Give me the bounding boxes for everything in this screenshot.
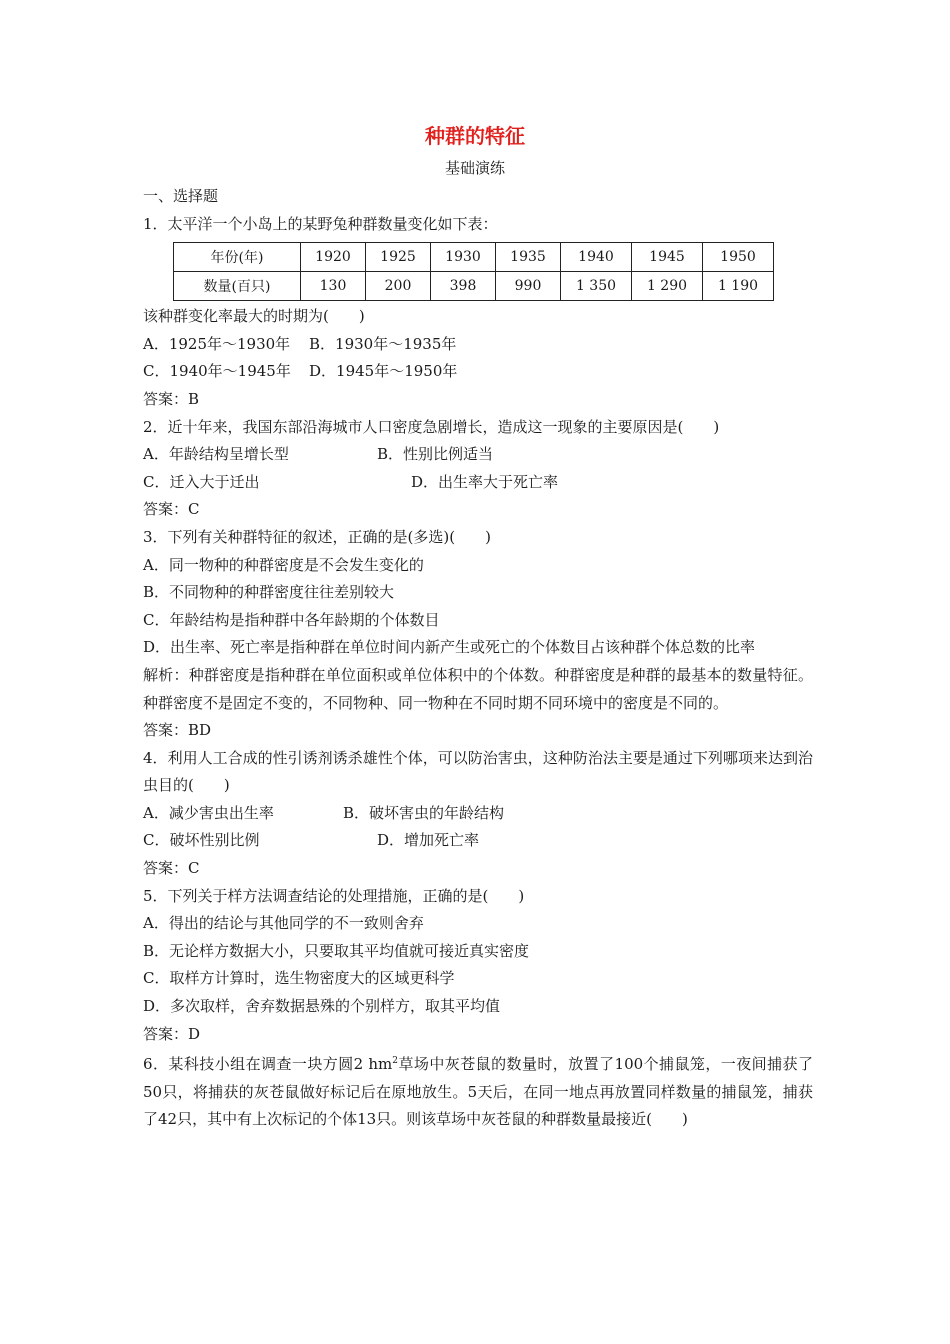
table-cell: 398	[431, 272, 496, 301]
q4-options-cd	[143, 827, 813, 855]
q1-option-a: A．1925年～1930年	[143, 334, 291, 353]
q2-option-c: C．迁入大于迁出	[143, 472, 260, 491]
table-cell: 1930	[431, 243, 496, 272]
table-cell: 1945	[632, 243, 703, 272]
q2-stem: 2．近十年来，我国东部沿海城市人口密度急剧增长，造成这一现象的主要原因是( )	[143, 417, 720, 436]
table-cell: 200	[366, 272, 431, 301]
q1-option-b: B．1930年～1935年	[309, 334, 457, 353]
page-title: 种群的特征	[425, 124, 525, 148]
table-cell: 1925	[366, 243, 431, 272]
q2-options-ab	[143, 441, 813, 469]
q3-option-c: C．年龄结构是指种群中各年龄期的个体数目	[143, 610, 440, 629]
document-body	[143, 183, 813, 1134]
table-header-year: 年份(年)	[174, 243, 301, 272]
table-row-year	[174, 243, 774, 272]
q3-answer: 答案：BD	[143, 721, 212, 740]
q4-option-b: B．破坏害虫的年龄结构	[343, 803, 505, 822]
q1-stem: 1．太平洋一个小岛上的某野兔种群数量变化如下表：	[143, 214, 498, 233]
q4-options-ab	[143, 800, 813, 828]
table-cell: 1 350	[561, 272, 632, 301]
q5-option-a: A．得出的结论与其他同学的不一致则舍弃	[143, 914, 424, 933]
q4-stem: 4．利用人工合成的性引诱剂诱杀雄性个体，可以防治害虫，这种防治法主要是通过下列哪项来达到治虫目的( )	[143, 748, 813, 795]
table-cell: 1950	[703, 243, 774, 272]
q5-stem: 5．下列关于样方法调查结论的处理措施，正确的是( )	[143, 886, 525, 905]
q1-answer: 答案：B	[143, 389, 200, 408]
table-header-count: 数量(百只)	[174, 272, 301, 301]
q1-options-cd	[143, 358, 813, 386]
table-cell: 990	[496, 272, 561, 301]
q1-option-c: C．1940年～1945年	[143, 362, 291, 381]
q2-option-a: A．年龄结构呈增长型	[143, 445, 289, 464]
q5-option-b: B．无论样方数据大小，只要取其平均值就可接近真实密度	[143, 941, 530, 960]
q4-option-c: C．破坏性别比例	[143, 831, 260, 850]
q3-stem: 3．下列有关种群特征的叙述，正确的是(多选)( )	[143, 527, 491, 546]
q3-option-b: B．不同物种的种群密度往往差别较大	[143, 583, 395, 602]
q6-superscript: 2	[392, 1056, 399, 1067]
q5-answer: 答案：D	[143, 1024, 201, 1043]
q6-stem	[143, 1048, 813, 1134]
q6-stem-rest: 草场中灰苍鼠的数量时，放置了100个捕鼠笼，一夜间捕获了50只，将捕获的灰苍鼠做好标记后在原地放生。5天后，在同一地点再放置同样数量的捕鼠笼，捕获了42只，其中有上次标记的个体13只。则该草场中灰苍鼠的种群数量最接近( )	[143, 1055, 813, 1129]
q4-answer: 答案：C	[143, 859, 200, 878]
q1-data-table	[173, 242, 774, 301]
table-cell: 1940	[561, 243, 632, 272]
q4-option-d: D．增加死亡率	[377, 831, 480, 850]
q1-question: 该种群变化率最大的时期为( )	[143, 307, 365, 326]
q5-option-d: D．多次取样，舍弃数据悬殊的个别样方，取其平均值	[143, 997, 501, 1016]
q4-option-a: A．减少害虫出生率	[143, 803, 274, 822]
q2-option-b: B．性别比例适当	[377, 445, 494, 464]
table-row-count	[174, 272, 774, 301]
page-subtitle: 基础演练	[444, 159, 505, 177]
q2-answer: 答案：C	[143, 500, 200, 519]
q3-option-a: A．同一物种的种群密度是不会发生变化的	[143, 555, 424, 574]
table-cell: 1920	[301, 243, 366, 272]
q1-option-d: D．1945年～1950年	[309, 362, 458, 381]
table-cell: 1 190	[703, 272, 774, 301]
q1-options-ab	[143, 331, 813, 359]
q6-stem-start: 6．某科技小组在调查一块方圆2 hm	[143, 1055, 393, 1074]
q5-option-c: C．取样方计算时，选生物密度大的区域更科学	[143, 969, 455, 988]
q3-option-d: D．出生率、死亡率是指种群在单位时间内新产生或死亡的个体数目占该种群个体总数的比率	[143, 638, 756, 657]
table-cell: 1 290	[632, 272, 703, 301]
q2-option-d: D．出生率大于死亡率	[411, 472, 559, 491]
section-heading: 一、选择题	[143, 187, 219, 205]
table-cell: 1935	[496, 243, 561, 272]
table-cell: 130	[301, 272, 366, 301]
q3-analysis: 解析：种群密度是指种群在单位面积或单位体积中的个体数。种群密度是种群的最基本的数量特征。种群密度不是固定不变的，不同物种、同一物种在不同时期不同环境中的密度是不同的。	[143, 665, 813, 712]
q2-options-cd	[143, 469, 813, 497]
